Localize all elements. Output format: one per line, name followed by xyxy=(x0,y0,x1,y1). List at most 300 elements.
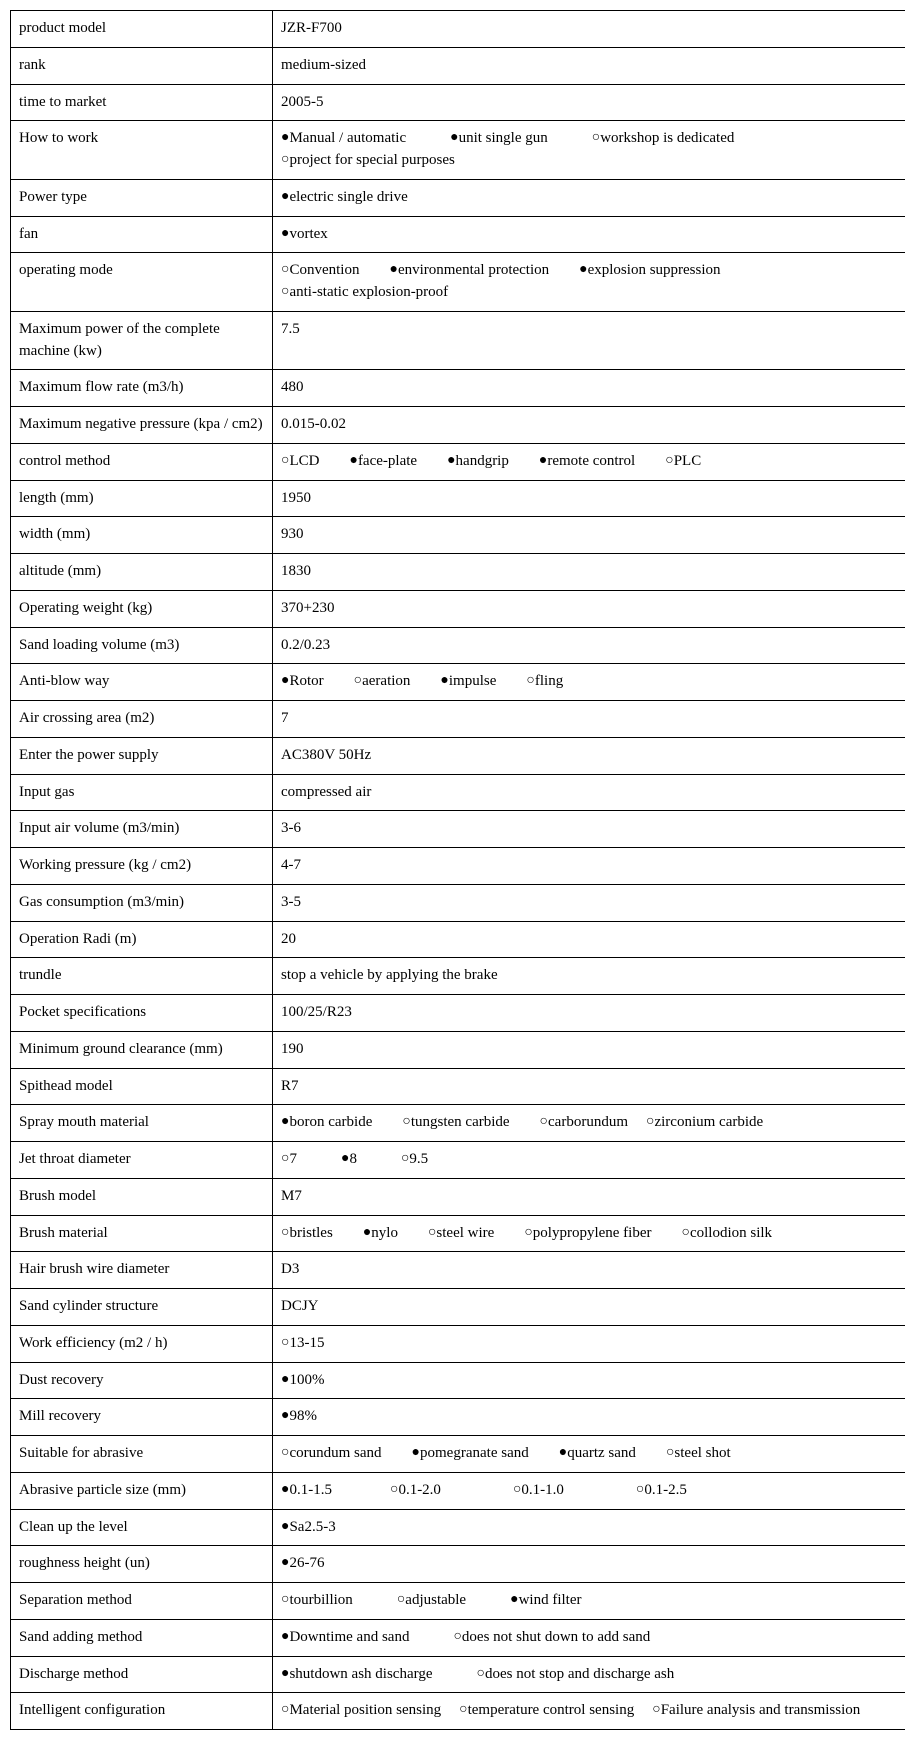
spec-label: Work efficiency (m2 / h) xyxy=(11,1325,273,1362)
option-group xyxy=(281,1223,905,1245)
spec-label: How to work xyxy=(11,121,273,180)
option-choice[interactable] xyxy=(281,260,359,282)
option-label: aeration xyxy=(362,673,410,689)
product-specification-table xyxy=(10,10,905,1730)
option-choice[interactable] xyxy=(412,1443,529,1465)
table-body xyxy=(11,11,905,1730)
hollow-bullet-icon: ○ xyxy=(281,152,289,167)
option-choice[interactable] xyxy=(281,224,328,246)
option-label: 0.1-1.0 xyxy=(521,1482,564,1498)
spec-label: Brush model xyxy=(11,1178,273,1215)
filled-bullet-icon: ● xyxy=(412,1445,420,1460)
option-group xyxy=(281,1590,905,1612)
hollow-bullet-icon: ○ xyxy=(646,1114,654,1129)
option-group xyxy=(281,224,905,246)
option-choice[interactable] xyxy=(281,1517,336,1539)
table-row xyxy=(11,737,905,774)
spec-label: trundle xyxy=(11,958,273,995)
table-row xyxy=(11,121,905,180)
spec-label: altitude (mm) xyxy=(11,554,273,591)
spec-label: Enter the power supply xyxy=(11,737,273,774)
hollow-bullet-icon: ○ xyxy=(281,284,289,299)
table-row xyxy=(11,1289,905,1326)
hollow-bullet-icon: ○ xyxy=(281,1151,289,1166)
spec-label: Minimum ground clearance (mm) xyxy=(11,1031,273,1068)
table-row xyxy=(11,1068,905,1105)
spec-label: length (mm) xyxy=(11,480,273,517)
option-choice[interactable] xyxy=(389,260,549,282)
option-label: pomegranate sand xyxy=(420,1445,529,1461)
table-row xyxy=(11,1509,905,1546)
table-row xyxy=(11,921,905,958)
spec-value: M7 xyxy=(273,1178,905,1215)
option-label: carborundum xyxy=(548,1114,628,1130)
table-row xyxy=(11,1215,905,1252)
spec-value: 100/25/R23 xyxy=(273,995,905,1032)
spec-value xyxy=(273,1436,905,1473)
spec-value: 3-5 xyxy=(273,884,905,921)
option-group xyxy=(281,1700,905,1722)
hollow-bullet-icon: ○ xyxy=(524,1225,532,1240)
hollow-bullet-icon: ○ xyxy=(636,1482,644,1497)
option-label: steel wire xyxy=(436,1225,494,1241)
spec-value xyxy=(273,216,905,253)
option-label: project for special purposes xyxy=(289,152,454,168)
option-label: 8 xyxy=(349,1151,357,1167)
option-choice[interactable] xyxy=(281,671,324,693)
spec-value: 0.2/0.23 xyxy=(273,627,905,664)
spec-value: 480 xyxy=(273,370,905,407)
option-choice[interactable] xyxy=(652,1700,860,1722)
option-label: tourbillion xyxy=(289,1592,352,1608)
option-label: 98% xyxy=(289,1408,317,1424)
table-row xyxy=(11,701,905,738)
spec-label: Spray mouth material xyxy=(11,1105,273,1142)
filled-bullet-icon: ● xyxy=(363,1225,371,1240)
hollow-bullet-icon: ○ xyxy=(666,1445,674,1460)
spec-label: Sand cylinder structure xyxy=(11,1289,273,1326)
option-label: does not stop and discharge ash xyxy=(485,1666,674,1682)
spec-label: Operating weight (kg) xyxy=(11,590,273,627)
hollow-bullet-icon: ○ xyxy=(665,453,673,468)
option-label: steel shot xyxy=(674,1445,730,1461)
option-label: zirconium carbide xyxy=(654,1114,763,1130)
spec-label: Maximum negative pressure (kpa / cm2) xyxy=(11,407,273,444)
option-choice[interactable] xyxy=(397,1590,466,1612)
option-group xyxy=(281,451,905,473)
spec-label: Air crossing area (m2) xyxy=(11,701,273,738)
hollow-bullet-icon: ○ xyxy=(428,1225,436,1240)
hollow-bullet-icon: ○ xyxy=(281,1445,289,1460)
option-choice[interactable] xyxy=(281,1112,372,1134)
option-choice[interactable] xyxy=(526,671,563,693)
spec-value: compressed air xyxy=(273,774,905,811)
table-row xyxy=(11,1178,905,1215)
option-group xyxy=(281,1553,905,1575)
table-row xyxy=(11,958,905,995)
option-label: explosion suppression xyxy=(588,262,721,278)
spec-value: 4-7 xyxy=(273,848,905,885)
spec-label: Abrasive particle size (mm) xyxy=(11,1472,273,1509)
spec-label: roughness height (un) xyxy=(11,1546,273,1583)
filled-bullet-icon: ● xyxy=(281,1555,289,1570)
spec-value: 2005-5 xyxy=(273,84,905,121)
option-label: remote control xyxy=(547,453,635,469)
option-label: 26-76 xyxy=(289,1555,324,1571)
hollow-bullet-icon: ○ xyxy=(397,1592,405,1607)
table-row xyxy=(11,47,905,84)
spec-value: 370+230 xyxy=(273,590,905,627)
option-choice[interactable] xyxy=(524,1223,651,1245)
spec-value: 0.015-0.02 xyxy=(273,407,905,444)
option-choice[interactable] xyxy=(341,1149,357,1171)
spec-value: 930 xyxy=(273,517,905,554)
spec-label: Maximum power of the complete machine (kw) xyxy=(11,311,273,370)
spec-label: Suitable for abrasive xyxy=(11,1436,273,1473)
spec-label: Discharge method xyxy=(11,1656,273,1693)
table-row xyxy=(11,253,905,312)
table-row xyxy=(11,1546,905,1583)
table-row xyxy=(11,1399,905,1436)
table-row xyxy=(11,1619,905,1656)
option-label: electric single drive xyxy=(289,189,407,205)
option-choice[interactable] xyxy=(513,1480,564,1502)
spec-value xyxy=(273,1105,905,1142)
option-group xyxy=(281,1443,905,1465)
spec-value xyxy=(273,443,905,480)
spec-label: Separation method xyxy=(11,1583,273,1620)
option-choice[interactable] xyxy=(281,1406,317,1428)
table-row xyxy=(11,1436,905,1473)
hollow-bullet-icon: ○ xyxy=(540,1114,548,1129)
filled-bullet-icon: ● xyxy=(440,673,448,688)
option-label: does not shut down to add sand xyxy=(462,1629,650,1645)
hollow-bullet-icon: ○ xyxy=(354,673,362,688)
spec-label: Jet throat diameter xyxy=(11,1142,273,1179)
filled-bullet-icon: ● xyxy=(281,1408,289,1423)
option-choice[interactable] xyxy=(666,1443,731,1465)
option-group xyxy=(281,671,905,693)
table-row xyxy=(11,1325,905,1362)
option-choice[interactable] xyxy=(636,1480,687,1502)
table-row xyxy=(11,1362,905,1399)
filled-bullet-icon: ● xyxy=(539,453,547,468)
option-group xyxy=(281,1149,905,1171)
option-group xyxy=(281,260,905,304)
option-label: PLC xyxy=(674,453,702,469)
table-row xyxy=(11,1583,905,1620)
spec-value: R7 xyxy=(273,1068,905,1105)
option-choice[interactable] xyxy=(665,451,701,473)
option-choice[interactable] xyxy=(354,671,411,693)
filled-bullet-icon: ● xyxy=(281,1629,289,1644)
option-label: 7 xyxy=(289,1151,297,1167)
table-row xyxy=(11,480,905,517)
option-label: 0.1-1.5 xyxy=(289,1482,332,1498)
spec-label: Spithead model xyxy=(11,1068,273,1105)
option-label: face-plate xyxy=(358,453,417,469)
option-label: LCD xyxy=(289,453,319,469)
hollow-bullet-icon: ○ xyxy=(682,1225,690,1240)
table-row xyxy=(11,1105,905,1142)
filled-bullet-icon: ● xyxy=(281,226,289,241)
spec-value xyxy=(273,1693,905,1730)
table-row xyxy=(11,811,905,848)
option-choice[interactable] xyxy=(281,187,408,209)
hollow-bullet-icon: ○ xyxy=(281,1702,289,1717)
option-label: fling xyxy=(535,673,563,689)
spec-value xyxy=(273,1619,905,1656)
option-label: collodion silk xyxy=(690,1225,772,1241)
hollow-bullet-icon: ○ xyxy=(592,130,600,145)
option-label: Material position sensing xyxy=(289,1702,441,1718)
option-label: unit single gun xyxy=(459,130,548,146)
table-row xyxy=(11,370,905,407)
spec-value: 7 xyxy=(273,701,905,738)
option-group xyxy=(281,1333,905,1355)
spec-value: medium-sized xyxy=(273,47,905,84)
option-choice[interactable] xyxy=(281,128,406,150)
option-choice[interactable] xyxy=(281,1333,324,1355)
hollow-bullet-icon: ○ xyxy=(402,1114,410,1129)
spec-label: operating mode xyxy=(11,253,273,312)
option-label: nylo xyxy=(371,1225,398,1241)
option-choice[interactable] xyxy=(646,1112,763,1134)
option-group xyxy=(281,128,905,172)
option-choice[interactable] xyxy=(281,1700,441,1722)
spec-label: Pocket specifications xyxy=(11,995,273,1032)
spec-value xyxy=(273,1583,905,1620)
option-group xyxy=(281,1627,905,1649)
spec-value xyxy=(273,121,905,180)
spec-value xyxy=(273,1215,905,1252)
option-choice[interactable] xyxy=(281,1627,409,1649)
option-label: 9.5 xyxy=(409,1151,428,1167)
spec-label: Intelligent configuration xyxy=(11,1693,273,1730)
spec-value xyxy=(273,1546,905,1583)
table-row xyxy=(11,179,905,216)
table-row xyxy=(11,554,905,591)
filled-bullet-icon: ● xyxy=(281,130,289,145)
hollow-bullet-icon: ○ xyxy=(526,673,534,688)
spec-label: rank xyxy=(11,47,273,84)
option-choice[interactable] xyxy=(401,1149,428,1171)
option-group xyxy=(281,187,905,209)
spec-label: Sand adding method xyxy=(11,1619,273,1656)
spec-label: Input gas xyxy=(11,774,273,811)
spec-value: DCJY xyxy=(273,1289,905,1326)
table-row xyxy=(11,517,905,554)
spec-label: Dust recovery xyxy=(11,1362,273,1399)
option-label: Downtime and sand xyxy=(289,1629,409,1645)
option-label: boron carbide xyxy=(289,1114,372,1130)
spec-label: Working pressure (kg / cm2) xyxy=(11,848,273,885)
spec-value: 3-6 xyxy=(273,811,905,848)
spec-label: fan xyxy=(11,216,273,253)
option-group xyxy=(281,1664,905,1686)
option-choice[interactable] xyxy=(428,1223,494,1245)
option-choice[interactable] xyxy=(281,1443,382,1465)
table-row xyxy=(11,84,905,121)
option-choice[interactable] xyxy=(281,1664,433,1686)
hollow-bullet-icon: ○ xyxy=(513,1482,521,1497)
spec-label: time to market xyxy=(11,84,273,121)
hollow-bullet-icon: ○ xyxy=(453,1629,461,1644)
table-row xyxy=(11,590,905,627)
option-choice[interactable] xyxy=(592,128,735,150)
option-choice[interactable] xyxy=(579,260,720,282)
spec-label: Anti-blow way xyxy=(11,664,273,701)
table-row xyxy=(11,443,905,480)
option-choice[interactable] xyxy=(539,451,635,473)
table-row xyxy=(11,11,905,48)
option-choice[interactable] xyxy=(349,451,417,473)
spec-value xyxy=(273,664,905,701)
table-row xyxy=(11,884,905,921)
table-row xyxy=(11,311,905,370)
option-choice[interactable] xyxy=(447,451,509,473)
option-choice[interactable] xyxy=(510,1590,581,1612)
spec-value: 20 xyxy=(273,921,905,958)
spec-value xyxy=(273,1362,905,1399)
option-choice[interactable] xyxy=(281,1223,333,1245)
spec-value xyxy=(273,1325,905,1362)
option-choice[interactable] xyxy=(402,1112,509,1134)
option-label: polypropylene fiber xyxy=(533,1225,652,1241)
spec-label: Hair brush wire diameter xyxy=(11,1252,273,1289)
spec-value: 1950 xyxy=(273,480,905,517)
table-row xyxy=(11,664,905,701)
option-label: quartz sand xyxy=(567,1445,636,1461)
spec-label: Operation Radi (m) xyxy=(11,921,273,958)
filled-bullet-icon: ● xyxy=(510,1592,518,1607)
table-row xyxy=(11,1472,905,1509)
option-label: vortex xyxy=(289,226,327,242)
option-label: adjustable xyxy=(405,1592,466,1608)
option-choice[interactable] xyxy=(363,1223,398,1245)
hollow-bullet-icon: ○ xyxy=(390,1482,398,1497)
option-choice[interactable] xyxy=(281,1480,332,1502)
option-label: handgrip xyxy=(456,453,509,469)
option-label: Sa2.5-3 xyxy=(289,1519,335,1535)
filled-bullet-icon: ● xyxy=(281,1482,289,1497)
option-group xyxy=(281,1406,905,1428)
filled-bullet-icon: ● xyxy=(579,262,587,277)
hollow-bullet-icon: ○ xyxy=(281,1225,289,1240)
table-row xyxy=(11,407,905,444)
option-choice[interactable] xyxy=(281,1370,324,1392)
option-label: 13-15 xyxy=(289,1335,324,1351)
option-label: corundum sand xyxy=(289,1445,381,1461)
option-choice[interactable] xyxy=(540,1112,628,1134)
hollow-bullet-icon: ○ xyxy=(281,453,289,468)
option-choice[interactable] xyxy=(459,1700,634,1722)
filled-bullet-icon: ● xyxy=(281,189,289,204)
option-label: 0.1-2.5 xyxy=(644,1482,687,1498)
option-choice[interactable] xyxy=(477,1664,675,1686)
option-label: impulse xyxy=(449,673,497,689)
option-label: Manual / automatic xyxy=(289,130,406,146)
hollow-bullet-icon: ○ xyxy=(281,1335,289,1350)
option-label: 0.1-2.0 xyxy=(398,1482,441,1498)
filled-bullet-icon: ● xyxy=(559,1445,567,1460)
filled-bullet-icon: ● xyxy=(281,673,289,688)
filled-bullet-icon: ● xyxy=(389,262,397,277)
option-group xyxy=(281,1370,905,1392)
spec-label: Gas consumption (m3/min) xyxy=(11,884,273,921)
spec-value: JZR-F700 xyxy=(273,11,905,48)
option-label: temperature control sensing xyxy=(468,1702,635,1718)
table-row xyxy=(11,774,905,811)
spec-value xyxy=(273,1142,905,1179)
table-row xyxy=(11,848,905,885)
option-choice[interactable] xyxy=(281,451,319,473)
option-group xyxy=(281,1480,905,1502)
option-group xyxy=(281,1517,905,1539)
filled-bullet-icon: ● xyxy=(450,130,458,145)
option-choice[interactable] xyxy=(281,150,455,172)
filled-bullet-icon: ● xyxy=(341,1151,349,1166)
option-label: shutdown ash discharge xyxy=(289,1666,432,1682)
spec-label: Power type xyxy=(11,179,273,216)
filled-bullet-icon: ● xyxy=(281,1666,289,1681)
spec-label: width (mm) xyxy=(11,517,273,554)
spec-value: D3 xyxy=(273,1252,905,1289)
option-choice[interactable] xyxy=(450,128,548,150)
spec-label: Input air volume (m3/min) xyxy=(11,811,273,848)
option-choice[interactable] xyxy=(390,1480,441,1502)
option-choice[interactable] xyxy=(440,671,496,693)
spec-label: product model xyxy=(11,11,273,48)
spec-label: Clean up the level xyxy=(11,1509,273,1546)
option-label: Failure analysis and transmission xyxy=(661,1702,861,1718)
option-choice[interactable] xyxy=(559,1443,636,1465)
spec-value: AC380V 50Hz xyxy=(273,737,905,774)
table-row xyxy=(11,1252,905,1289)
option-choice[interactable] xyxy=(281,1553,324,1575)
hollow-bullet-icon: ○ xyxy=(281,262,289,277)
spec-value: stop a vehicle by applying the brake xyxy=(273,958,905,995)
table-row xyxy=(11,1142,905,1179)
spec-label: Brush material xyxy=(11,1215,273,1252)
option-choice[interactable] xyxy=(682,1223,773,1245)
option-choice[interactable] xyxy=(281,1590,353,1612)
option-label: 100% xyxy=(289,1372,324,1388)
filled-bullet-icon: ● xyxy=(281,1114,289,1129)
option-label: workshop is dedicated xyxy=(600,130,734,146)
filled-bullet-icon: ● xyxy=(281,1519,289,1534)
option-choice[interactable] xyxy=(453,1627,650,1649)
spec-label: Mill recovery xyxy=(11,1399,273,1436)
filled-bullet-icon: ● xyxy=(281,1372,289,1387)
option-label: tungsten carbide xyxy=(411,1114,510,1130)
hollow-bullet-icon: ○ xyxy=(652,1702,660,1717)
spec-label: control method xyxy=(11,443,273,480)
spec-label: Maximum flow rate (m3/h) xyxy=(11,370,273,407)
option-label: Rotor xyxy=(289,673,323,689)
option-choice[interactable] xyxy=(281,282,448,304)
spec-value: 1830 xyxy=(273,554,905,591)
option-label: wind filter xyxy=(519,1592,582,1608)
spec-label: Sand loading volume (m3) xyxy=(11,627,273,664)
spec-value xyxy=(273,253,905,312)
option-label: environmental protection xyxy=(398,262,549,278)
spec-value: 7.5 xyxy=(273,311,905,370)
hollow-bullet-icon: ○ xyxy=(281,1592,289,1607)
filled-bullet-icon: ● xyxy=(349,453,357,468)
hollow-bullet-icon: ○ xyxy=(401,1151,409,1166)
option-choice[interactable] xyxy=(281,1149,297,1171)
